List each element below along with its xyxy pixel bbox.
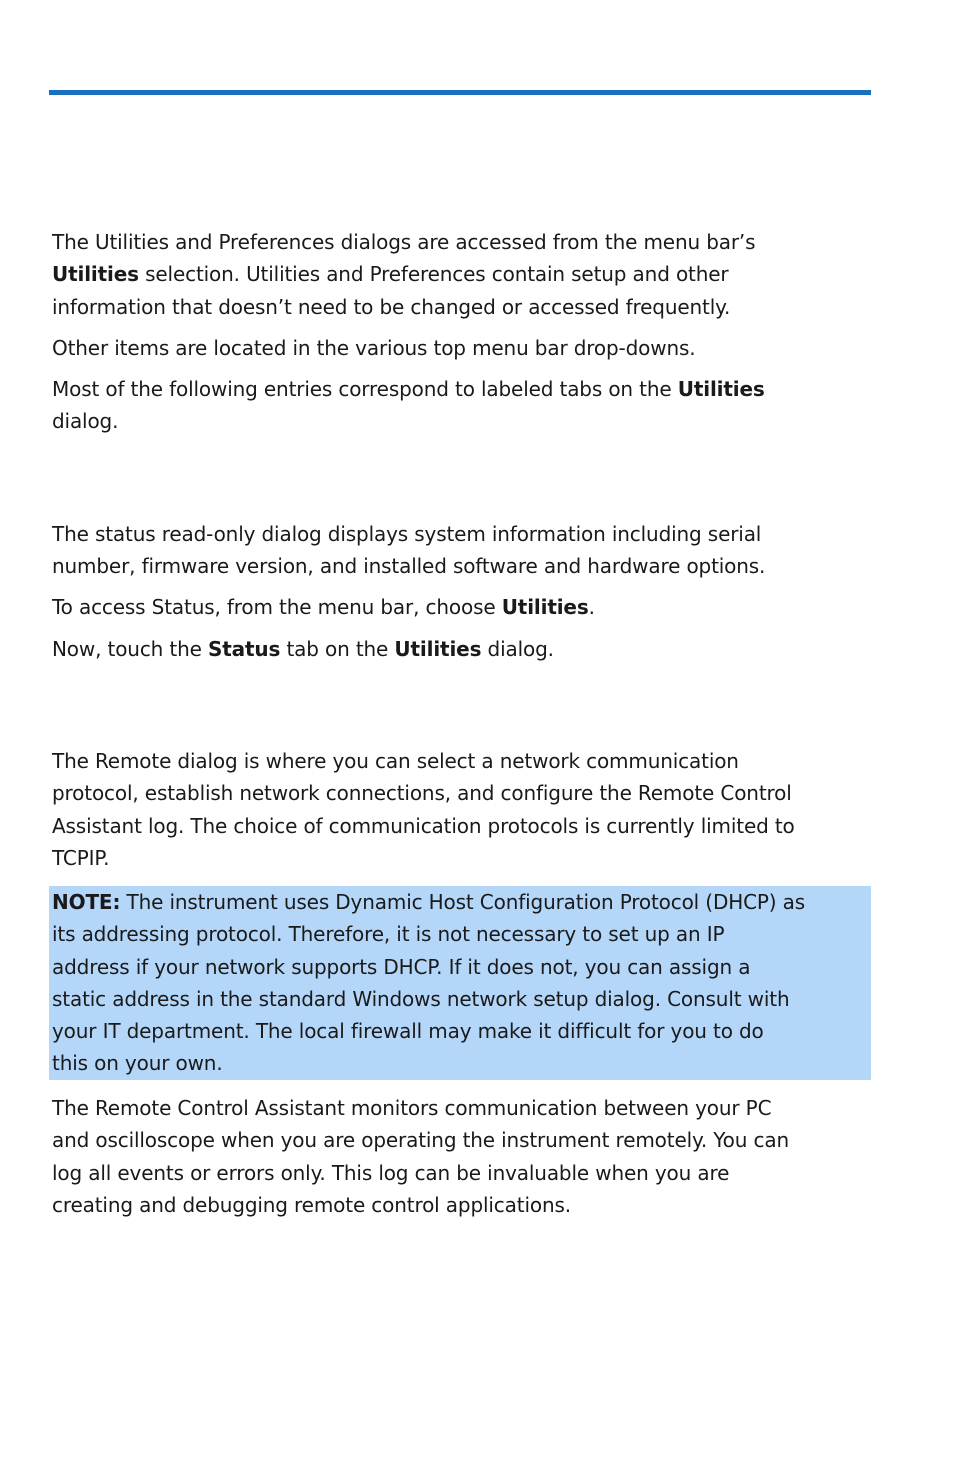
status-paragraph-3 [52,633,870,665]
note-label: NOTE: [52,890,121,914]
text-line: TCPIP. [52,845,110,870]
text-run: selection. Utilities and Preferences contain setup and other [138,262,729,287]
text-line: The Remote dialog is where you can select a network communication [52,749,739,773]
text-line: and oscilloscope when you are operating the instrument remotely. You can [52,1128,789,1153]
text-run: To access Status, from the menu bar, choose [52,595,502,619]
text-line: The status read-only dialog displays system information including serial [52,522,762,546]
text-run: . [588,595,595,619]
text-line: Assistant log. The choice of communication protocols is currently limited to [52,813,795,838]
text-line: this on your own. [52,1051,223,1076]
text-line: your IT department. The local firewall may make it difficult for you to do [52,1019,764,1044]
intro-paragraph-2: Other items are located in the various top menu bar drop-downs. [52,336,696,360]
text-line: static address in the standard Windows network setup dialog. Consult with [52,986,790,1011]
text-line: log all events or errors only. This log can be invaluable when you are [52,1160,730,1185]
text-run: tab on the [280,637,395,661]
intro-paragraph-1 [52,226,870,323]
intro-paragraph-3 [52,373,870,438]
remote-paragraph-1 [52,745,870,874]
text-line: address if your network supports DHCP. If it does not, you can assign a [52,954,751,979]
text-run: The instrument uses Dynamic Host Configuration Protocol (DHCP) as [120,890,806,914]
text-line: dialog. [52,409,119,434]
status-paragraph-2 [52,591,870,623]
text-run: dialog. [481,637,554,661]
bold-term: Utilities [501,595,589,619]
text-line: information that doesn’t need to be changed or accessed frequently. [52,294,731,319]
note-text [52,886,870,1080]
text-run: Now, touch the [52,637,208,661]
bold-term: Status [207,637,281,661]
text-line: number, firmware version, and installed software and hardware options. [52,554,766,579]
text-line: protocol, establish network connections, and configure the Remote Control [52,781,792,806]
header-rule [49,90,871,95]
text-line: its addressing protocol. Therefore, it is not necessary to set up an IP [52,922,725,947]
text-line [52,886,870,918]
bold-term: Utilities [677,377,765,401]
status-paragraph-1 [52,518,870,583]
bold-term: Utilities [52,262,139,287]
text-line [52,258,870,290]
text-run: Most of the following entries correspond to labeled tabs on the [52,377,678,401]
remote-paragraph-2 [52,1092,870,1221]
text-line [52,373,870,405]
note-callout [49,886,871,1080]
bold-term: Utilities [394,637,482,661]
text-line: creating and debugging remote control applications. [52,1192,571,1217]
text-line: The Remote Control Assistant monitors communication between your PC [52,1096,772,1120]
text-line: The Utilities and Preferences dialogs are accessed from the menu bar’s [52,230,756,254]
